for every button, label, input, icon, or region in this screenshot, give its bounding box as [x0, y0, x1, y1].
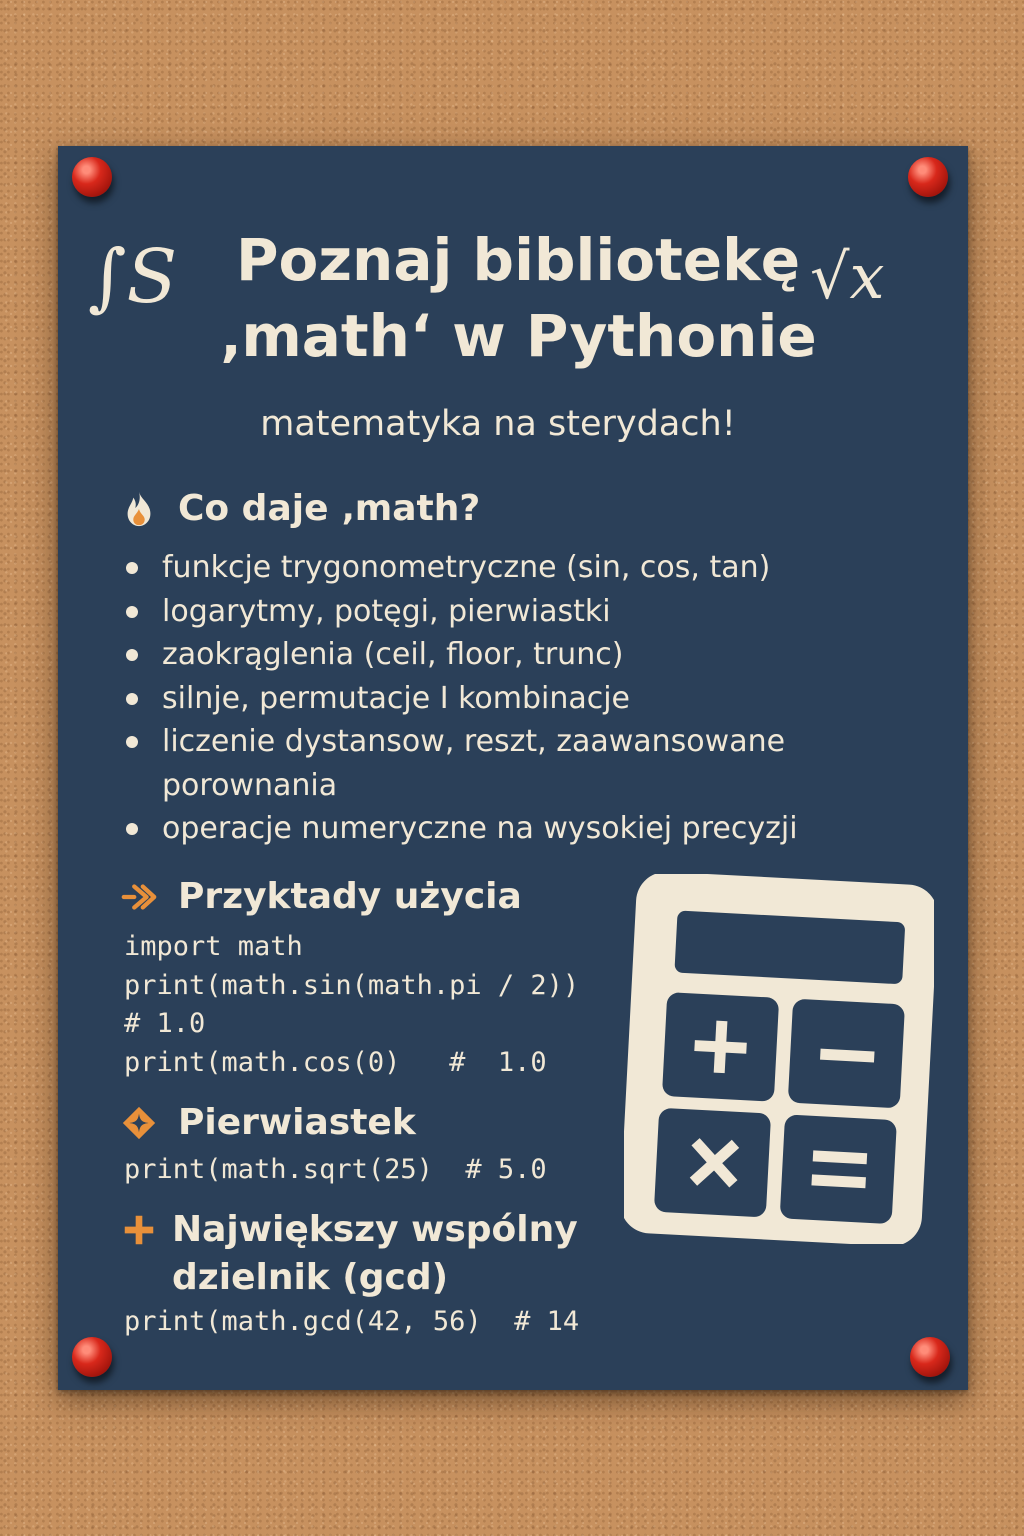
bullet-icon: [126, 736, 138, 748]
features-heading: [120, 488, 480, 529]
gcd-heading-text: Największy wspólny dzielnik (gcd): [172, 1209, 578, 1298]
features-heading-text: Co daje ‚math?: [178, 488, 481, 529]
title-line-2: ‚math‘ w Pythonie: [219, 302, 817, 370]
list-item: operacje numeryczne na wysokiej precyzji: [124, 807, 904, 851]
pushpin-top-left: [72, 157, 112, 197]
sqrt-heading-text: Pierwiastek: [178, 1102, 416, 1143]
arrow-right-icon: [120, 878, 158, 916]
list-item: silnje, permutacje I kombinacje: [124, 677, 904, 721]
code-line: print(math.sin(math.pi / 2)): [124, 969, 580, 1001]
poster: [58, 146, 968, 1390]
code-block-gcd: print(math.gcd(42, 56) # 14: [124, 1306, 580, 1337]
calculator-icon: [624, 874, 934, 1244]
bullet-icon: [126, 606, 138, 618]
code-block-examples: [124, 928, 579, 1082]
sqrt-heading: [120, 1102, 416, 1143]
plus-icon: [120, 1211, 158, 1249]
code-block-sqrt: print(math.sqrt(25) # 5.0: [124, 1154, 547, 1185]
list-item: liczenie dystansow, reszt, zaawansowane porownania: [124, 720, 904, 807]
features-list: [124, 546, 904, 851]
examples-heading-text: Przyktady użycia: [178, 876, 522, 917]
pushpin-bottom-right: [910, 1337, 950, 1377]
list-item: funkcje trygonometryczne (sin, cos, tan): [124, 546, 904, 590]
pushpin-top-right: [908, 157, 948, 197]
poster-subtitle: matematyka na sterydach!: [260, 404, 736, 444]
list-item: logarytmy, potęgi, pierwiastki: [124, 590, 904, 634]
code-line: print(math.cos(0) # 1.0: [124, 1046, 547, 1078]
bullet-icon: [126, 693, 138, 705]
poster-title: [168, 222, 868, 374]
integral-symbol-icon: ∫S: [88, 234, 178, 320]
pushpin-bottom-left: [72, 1337, 112, 1377]
list-item: zaokrąglenia (ceil, floor, trunc): [124, 633, 904, 677]
examples-heading: [120, 876, 522, 917]
sparkle-diamond-icon: [120, 1104, 158, 1142]
bullet-icon: [126, 562, 138, 574]
bullet-icon: [126, 649, 138, 661]
flame-icon: [120, 490, 158, 528]
code-line: # 1.0: [124, 1008, 206, 1039]
bullet-icon: [126, 823, 138, 835]
square-root-symbol-icon: √x: [810, 240, 885, 313]
code-line: import math: [124, 931, 303, 962]
title-line-1: Poznaj bibliotekę: [235, 226, 801, 294]
gcd-heading: [120, 1206, 680, 1302]
